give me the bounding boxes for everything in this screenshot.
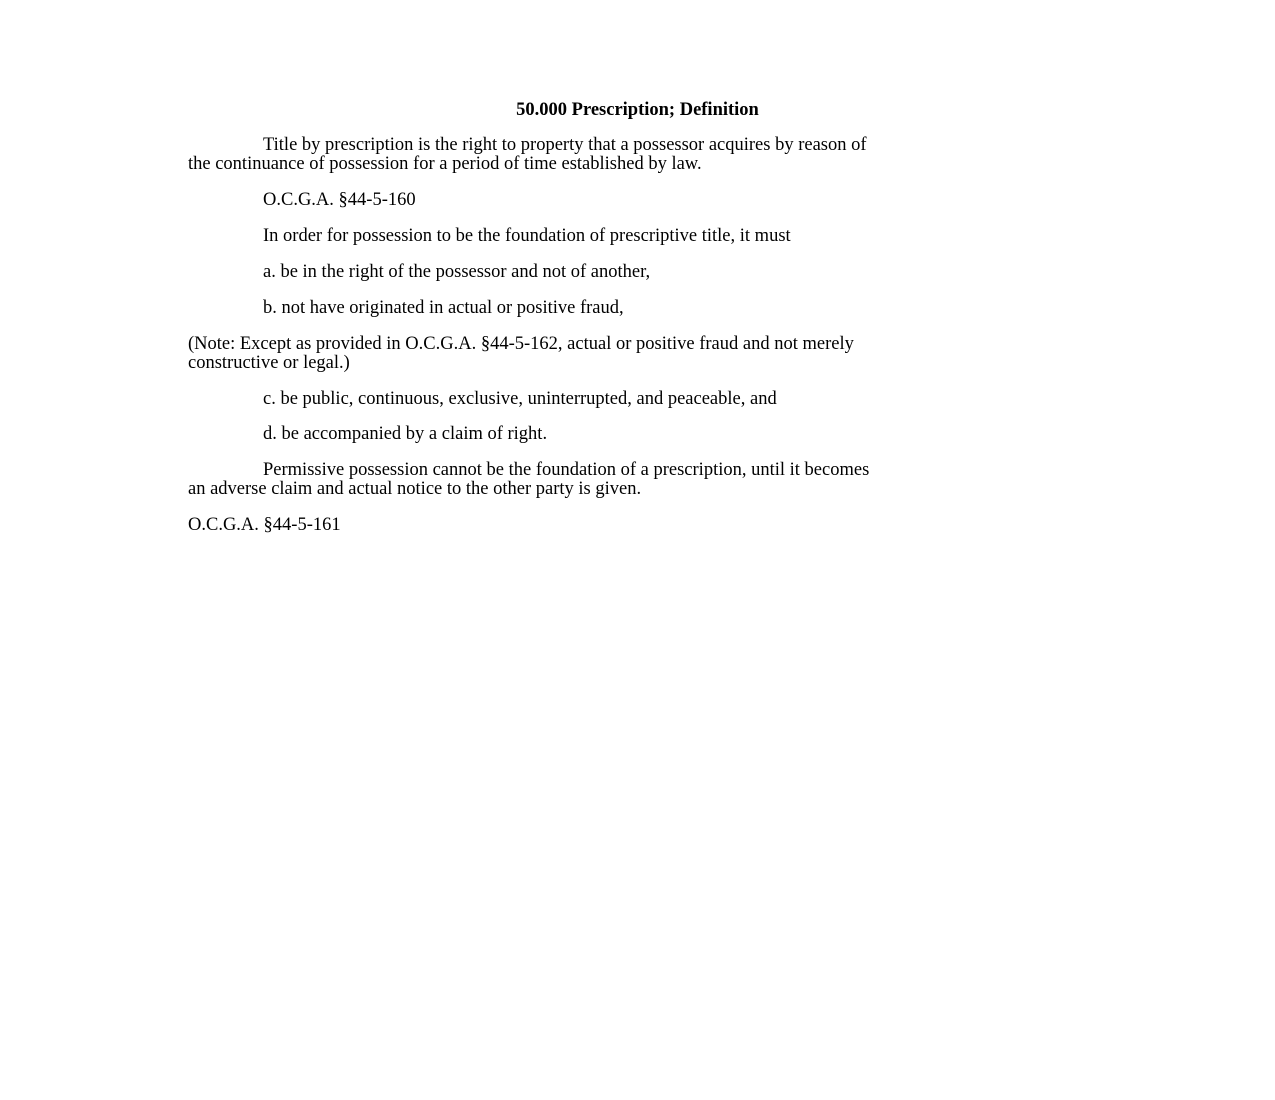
citation: O.C.G.A. §44-5-160 [263,190,416,210]
note [188,335,1088,373]
line: Title by prescription is the right to property that a possessor acquires by reason of [263,135,867,155]
line: an adverse claim and actual notice to the other party is given. [188,479,642,499]
citation: O.C.G.A. §44-5-161 [188,515,341,535]
line: (Note: Except as provided in O.C.G.A. §44-5-162, actual or positive fraud and not merely [188,334,854,354]
list-item-b: b. not have originated in actual or positive fraud, [263,298,624,318]
list-item-a: a. be in the right of the possessor and not of another, [263,262,651,282]
list-item-d: d. be accompanied by a claim of right. [263,424,548,444]
paragraph-definition [188,136,1088,174]
paragraph-requirements: In order for possession to be the foundation of prescriptive title, it must [263,226,791,246]
list-item-c: c. be public, continuous, exclusive, uninterrupted, and peaceable, and [263,389,777,409]
line: the continuance of possession for a period of time established by law. [188,154,702,174]
line: constructive or legal.) [188,353,350,373]
paragraph-permissive [188,461,1088,499]
line: Permissive possession cannot be the foundation of a prescription, until it becomes [263,460,870,480]
document-title: 50.000 Prescription; Definition [516,100,759,120]
